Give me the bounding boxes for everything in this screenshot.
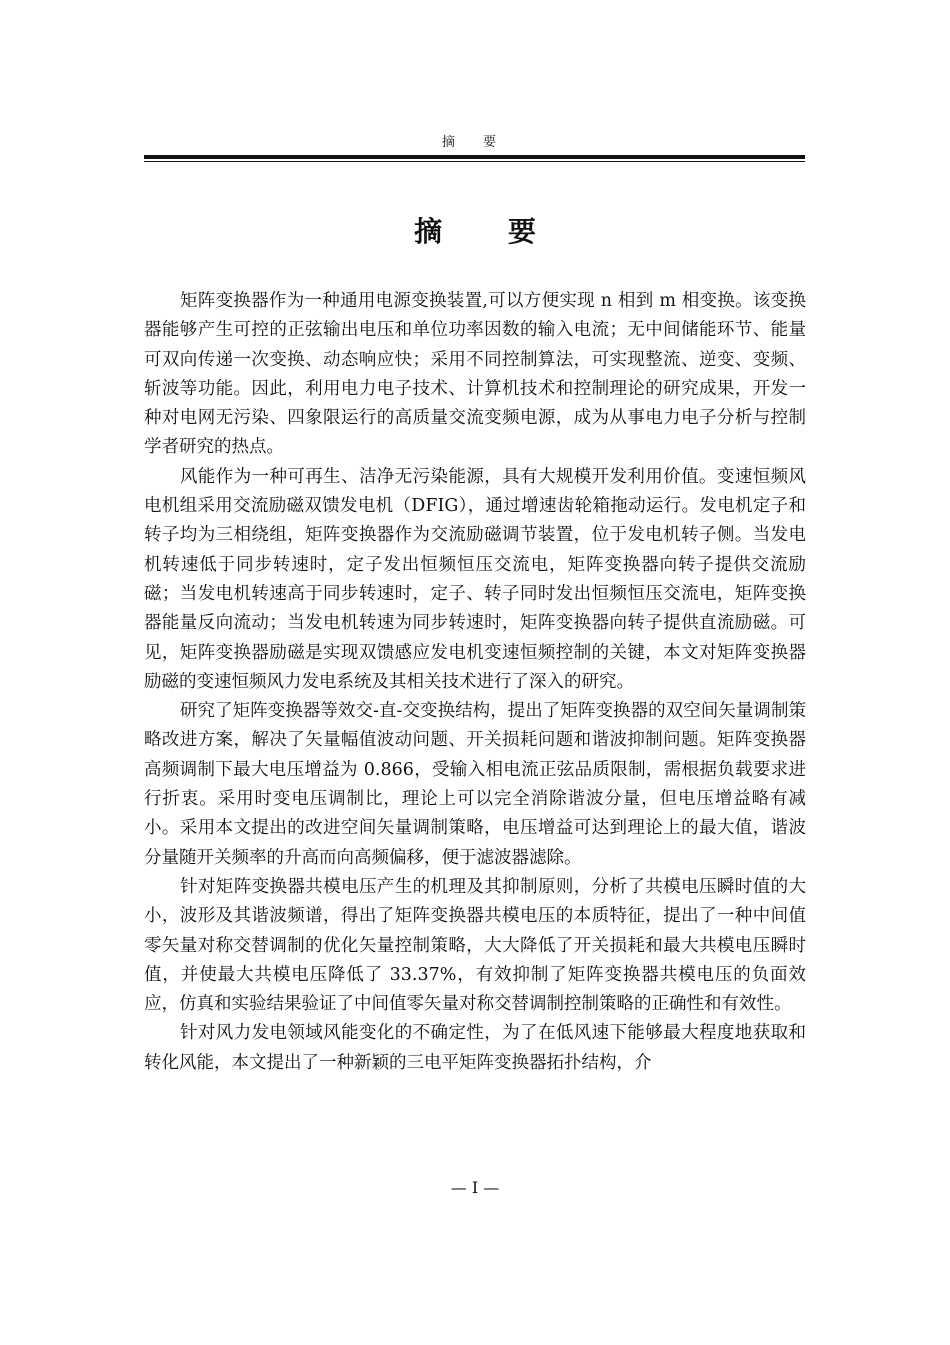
running-header: 摘 要 <box>441 135 509 150</box>
page-number: — I — <box>450 1178 500 1197</box>
header-rule-thick <box>144 155 805 159</box>
header-rule-thin <box>144 161 805 162</box>
page-title: 摘 要 <box>414 215 564 248</box>
abstract-paragraph-1: 矩阵变换器作为一种通用电源变换装置,可以方便实现 n 相到 m 相变换。该变换器能够产生可控的正弦输出电压和单位功率因数的输入电流；无中间储能环节、能量可双向传递一次变换、动态响应快；采用不同控制算法，可实现整流、逆变、变频、斩波等功能。因此，利用电力电子技术、计算机技术和控制理论的研究成果，开发一种对电网无污染、四象限运行的高质量交流变频电源，成为从事电力电子分析与控制学者研究的热点。 <box>144 291 806 458</box>
abstract-paragraph-2: 风能作为一种可再生、洁净无污染能源，具有大规模开发利用价值。变速恒频风电机组采用交流励磁双馈发电机（DFIG），通过增速齿轮箱拖动运行。发电机定子和转子均为三相绕组，矩阵变换器作为交流励磁调节装置，位于发电机转子侧。当发电机转速低于同步转速时，定子发出恒频恒压交流电，矩阵变换器向转子提供交流励磁；当发电机转速高于同步转速时，定子、转子同时发出恒频恒压交流电，矩阵变换器能量反向流动；当发电机转速为同步转速时，矩阵变换器向转子提供直流励磁。可见，矩阵变换器励磁是实现双馈感应发电机变速恒频控制的关键，本文对矩阵变换器励磁的变速恒频风力发电系统及其相关技术进行了深入的研究。 <box>144 466 806 692</box>
abstract-paragraph-5: 针对风力发电领域风能变化的不确定性，为了在低风速下能够最大程度地获取和转化风能，本文提出了一种新颖的三电平矩阵变换器拓扑结构，介 <box>144 1023 806 1073</box>
abstract-body <box>144 287 806 1078</box>
abstract-paragraph-3: 研究了矩阵变换器等效交-直-交变换结构，提出了矩阵变换器的双空间矢量调制策略改进方案，解决了矢量幅值波动问题、开关损耗问题和谐波抑制问题。矩阵变换器高频调制下最大电压增益为 0.866，受输入相电流正弦品质限制，需根据负载要求进行折衷。采用时变电压调制比，理论上可以完全消除谐波分量，但电压增益略有减小。采用本文提出的改进空间矢量调制策略，电压增益可达到理论上的最大值，谐波分量随开关频率的升高而向高频偏移，便于滤波器滤除。 <box>144 701 806 868</box>
abstract-paragraph-4: 针对矩阵变换器共模电压产生的机理及其抑制原则，分析了共模电压瞬时值的大小，波形及其谐波频谱，得出了矩阵变换器共模电压的本质特征，提出了一种中间值零矢量对称交替调制的优化矢量控制策略，大大降低了开关损耗和最大共模电压瞬时值，并使最大共模电压降低了 33.37%，有效抑制了矩阵变换器共模电压的负面效应，仿真和实验结果验证了中间值零矢量对称交替调制控制策略的正确性和有效性。 <box>144 876 806 1015</box>
